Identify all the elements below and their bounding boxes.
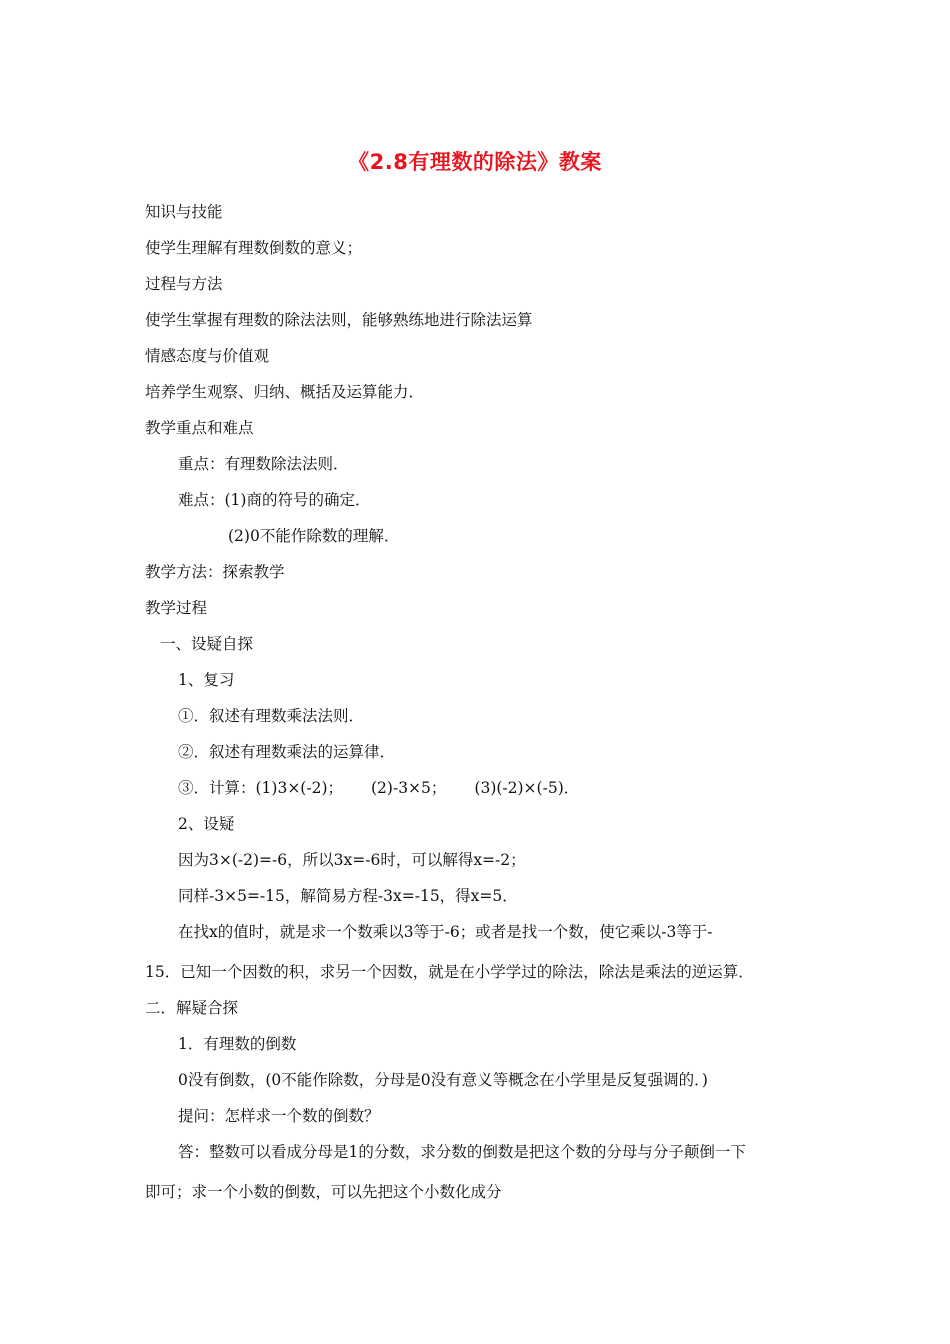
text-line: 在找x的值时，就是求一个数乘以3等于-6；或者是找一个数，使它乘以-3等于-	[178, 923, 713, 941]
subsection-heading: 2、设疑	[178, 815, 235, 833]
text-line: 使学生掌握有理数的除法法则，能够熟练地进行除法运算	[145, 311, 533, 329]
text-line: 同样-3×5=-15，解简易方程-3x=-15，得x=5．	[178, 887, 518, 905]
calc-line	[178, 778, 579, 798]
text-line: 难点：(1)商的符号的确定．	[178, 491, 371, 509]
text-line: 0没有倒数，(0不能作除数，分母是0没有意义等概念在小学里是反复强调的．)	[178, 1071, 708, 1089]
heading-teaching-process: 教学过程	[145, 599, 208, 617]
text-line: (2)0不能作除数的理解．	[228, 527, 400, 545]
text-line: 培养学生观察、归纳、概括及运算能力．	[145, 383, 425, 401]
text-line: 即可；求一个小数的倒数，可以先把这个小数化成分	[145, 1183, 502, 1201]
text-line: 答：整数可以看成分母是1的分数，求分数的倒数是把这个数的分母与分子颠倒一下	[178, 1143, 746, 1161]
calc-item: ③．计算：(1)3×(-2)；	[178, 779, 343, 797]
text-line: ①．叙述有理数乘法法则．	[178, 707, 365, 725]
text-line: 因为3×(-2)=-6，所以3x=-6时，可以解得x=-2；	[178, 851, 526, 869]
text-line: 提问：怎样求一个数的倒数？	[178, 1107, 380, 1125]
document-title: 《2.8有理数的除法》教案	[348, 150, 602, 174]
heading-process-method: 过程与方法	[145, 275, 223, 293]
subsection-heading: 1、复习	[178, 671, 235, 689]
subsection-heading: 1．有理数的倒数	[178, 1035, 297, 1053]
heading-key-points: 教学重点和难点	[145, 419, 254, 437]
calc-item: (3)(-2)×(-5)．	[474, 779, 580, 797]
text-line: ②．叙述有理数乘法的运算律．	[178, 743, 396, 761]
text-line: 15．已知一个因数的积，求另一个因数，就是在小学学过的除法，除法是乘法的逆运算．	[145, 963, 754, 981]
section-heading: 一、设疑自探	[160, 635, 254, 653]
heading-attitude-values: 情感态度与价值观	[145, 347, 270, 365]
heading-knowledge-skills: 知识与技能	[145, 203, 223, 221]
text-line: 使学生理解有理数倒数的意义；	[145, 239, 363, 257]
section-heading: 二．解疑合探	[145, 999, 239, 1017]
calc-item: (2)-3×5；	[371, 779, 447, 797]
text-line: 教学方法：探索教学	[145, 563, 285, 581]
text-line: 重点：有理数除法法则．	[178, 455, 349, 473]
